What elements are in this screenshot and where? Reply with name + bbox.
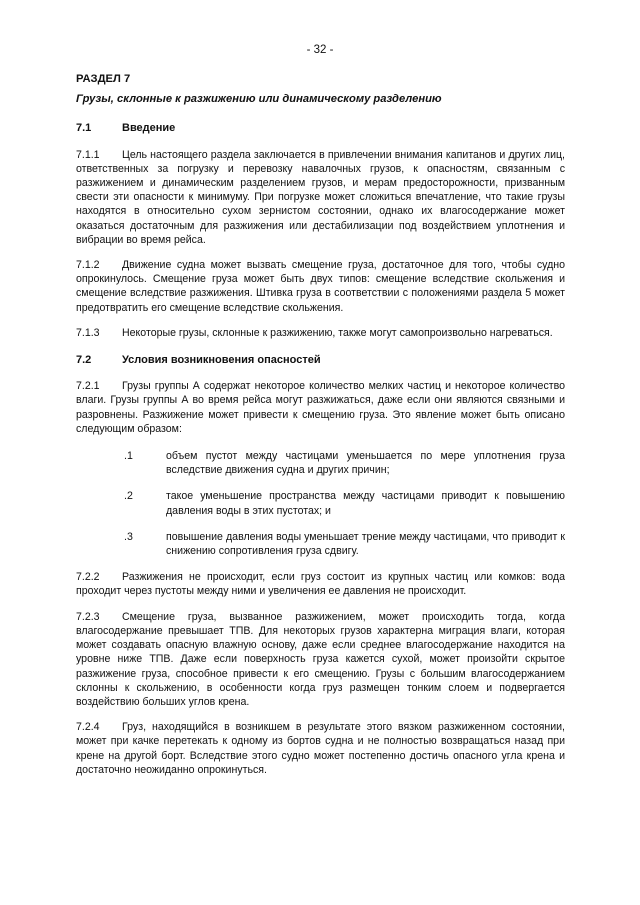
paragraph-text: Некоторые грузы, склонные к разжижению, также могут самопроизвольно нагреваться. [122,326,553,339]
paragraph-number: 7.1.2 [76,259,100,272]
document-body [76,72,565,777]
paragraph-text: Цель настоящего раздела заключается в привлечении внимания капитанов и других лиц, ответственных за погрузку и перевозку навалочных грузов, к опасностям, связанным с разжижением и динамическим разделением грузов, и мерам предосторожности, призванным свести эти опасности к минимуму. При погрузке может сложиться впечатление, что такие грузы находятся в относительно сухом зернистом состоянии, однако их влагосодержание может оказаться достаточным для разжижения или дестабилизации под воздействием уплотнения и вибрации во время рейса. [76,148,565,246]
paragraph-7-1-1 [76,148,565,247]
paragraph-7-2-3 [76,610,565,709]
condition-list [76,449,565,558]
paragraph-number: 7.2.2 [76,571,100,584]
paragraph-text: Смещение груза, вызванное разжижением, может происходить тогда, когда влагосодержание превышает ТПВ. Для некоторых грузов характерна миграция влаги, которая может создавать опасную влажную основу, даже если среднее влагосодержание находится на уровне ниже ТПВ. Даже если поверхность груза кажется сухой, может произойти скрытое разжижение груза, способное привести к его смещению. Грузы с большим влагосодержанием склонны к скольжению, в особенности когда груз размещен тонким слоем и подвергается воздействию больших углов крена. [76,610,565,708]
list-item [124,489,565,517]
heading-text: Введение [122,122,176,135]
heading-text: Условия возникновения опасностей [122,354,321,367]
paragraph-number: 7.1.1 [76,148,100,161]
list-item-text: повышение давления воды уменьшает трение между частицами, что приводит к снижению сопротивления груза сдвигу. [166,530,565,558]
heading-7-1 [76,121,565,135]
paragraph-text: Груз, находящийся в возникшем в результате этого вязком разжиженном состоянии, может при качке перетекать к одному из бортов судна и не полностью возвращаться назад при крене на другой борт. Вследствие этого судно может постепенно достичь опасного угла крена и достаточно неожиданно опрокинуться. [76,721,565,776]
list-item-text: объем пустот между частицами уменьшается по мере уплотнения груза вследствие движения судна и других причин; [166,450,565,477]
paragraph-text: Грузы группы А содержат некоторое количество мелких частиц и некоторое количество влаги. Грузы группы А во время рейса могут разжижаться, даже если они являются связными и разровнены. Разжижение может привести к смещению груза. Это явление может быть описано следующим образом: [76,380,565,435]
list-item-text: такое уменьшение пространства между частицами приводит к повышению давления воды в этих пустотах; и [166,490,565,517]
paragraph-number: 7.1.3 [76,326,100,339]
list-item-number: .1 [124,450,133,463]
paragraph-7-1-3 [76,326,565,340]
paragraph-number: 7.2.1 [76,380,100,393]
list-item-number: .2 [124,490,133,503]
section-title: Грузы, склонные к разжижению или динамическому разделению [76,93,442,106]
list-item-number: .3 [124,530,133,543]
list-item [124,449,565,477]
paragraph-text: Движение судна может вызвать смещение груза, достаточное для того, чтобы судно опрокинулось. Смещение груза может быть двух типов: смещение вследствие скольжения и смещение вследствие разжижения. Штивка груза в соответствии с положениями раздела 5 может предотвратить его смещение вследствие скольжения. [76,259,565,314]
paragraph-number: 7.2.3 [76,610,100,623]
heading-number: 7.2 [76,354,92,367]
heading-number: 7.1 [76,122,92,135]
section-label: РАЗДЕЛ 7 [76,73,131,85]
page-number: - 32 - [306,44,334,56]
paragraph-7-1-2 [76,258,565,315]
paragraph-text: Разжижения не происходит, если груз состоит из крупных частиц или комков: вода проходит через пустоты между ними и увеличения ее давления не происходит. [76,571,565,598]
list-item [124,530,565,558]
heading-7-2 [76,353,565,367]
paragraph-7-2-2 [76,570,565,598]
paragraph-7-2-1 [76,379,565,436]
paragraph-7-2-4 [76,720,565,777]
paragraph-number: 7.2.4 [76,721,100,734]
